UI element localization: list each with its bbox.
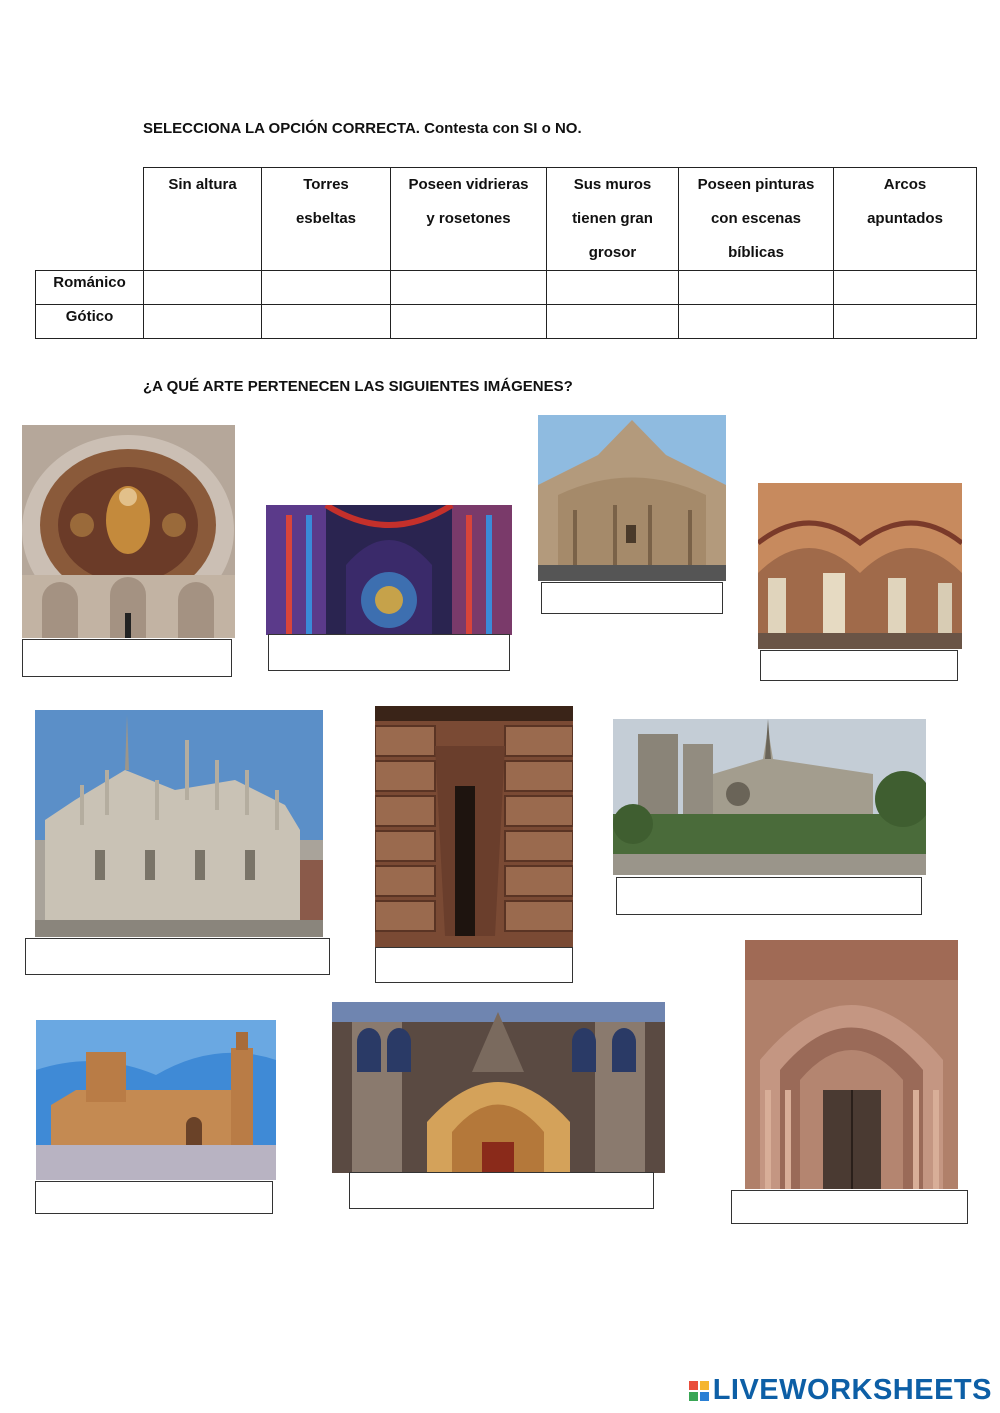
- header-sin-altura: Sin altura: [144, 168, 262, 271]
- answer-cell[interactable]: [834, 271, 977, 305]
- comparison-table: [35, 167, 977, 339]
- answer-box-10[interactable]: [731, 1190, 968, 1224]
- answer-box-4[interactable]: [760, 650, 958, 681]
- header-muros-grosor: Sus muros tienen gran grosor: [547, 168, 679, 271]
- answer-cell[interactable]: [262, 271, 391, 305]
- question-2-heading: ¿A QUÉ ARTE PERTENECEN LAS SIGUIENTES IMÁGENES?: [143, 378, 573, 395]
- logo-text: LIVEWORKSHEETS: [712, 1374, 992, 1406]
- answer-cell[interactable]: [391, 305, 547, 339]
- answer-box-9[interactable]: [349, 1172, 654, 1209]
- answer-box-3[interactable]: [541, 582, 723, 614]
- header-torres-esbeltas: Torres esbeltas: [262, 168, 391, 271]
- answer-cell[interactable]: [679, 271, 834, 305]
- row-gotico: [36, 305, 977, 339]
- gothic-facade-image: [332, 1002, 665, 1173]
- answer-cell[interactable]: [262, 305, 391, 339]
- header-vidrieras-rosetones: Poseen vidrieras y rosetones: [391, 168, 547, 271]
- row-romanico: [36, 271, 977, 305]
- header-pinturas-biblicas: Poseen pinturas con escenas bíblicas: [679, 168, 834, 271]
- row-label-romanico: Románico: [36, 271, 144, 305]
- answer-cell[interactable]: [547, 271, 679, 305]
- answer-cell[interactable]: [144, 271, 262, 305]
- answer-box-8[interactable]: [35, 1181, 273, 1214]
- answer-box-2[interactable]: [268, 634, 510, 671]
- answer-box-7[interactable]: [616, 877, 922, 915]
- painted-vaults-image: [758, 483, 962, 649]
- question-1-heading: SELECCIONA LA OPCIÓN CORRECTA. Contesta con SI o NO.: [143, 120, 582, 137]
- milan-cathedral-image: [35, 710, 323, 937]
- answer-cell[interactable]: [144, 305, 262, 339]
- fromista-church-image: [36, 1020, 276, 1180]
- answer-cell[interactable]: [679, 305, 834, 339]
- stained-glass-chapel-image: [266, 505, 512, 635]
- corner-cell: [36, 168, 144, 271]
- arrow-slit-window-image: [375, 706, 573, 947]
- answer-box-6[interactable]: [375, 947, 573, 983]
- liveworksheets-logo: [689, 1374, 992, 1407]
- row-label-gotico: Gótico: [36, 305, 144, 339]
- answer-cell[interactable]: [834, 305, 977, 339]
- header-row: [36, 168, 977, 271]
- notre-dame-image: [613, 719, 926, 875]
- apse-fresco-image: [22, 425, 235, 638]
- header-arcos-apuntados: Arcos apuntados: [834, 168, 977, 271]
- romanesque-portal-image: [745, 940, 958, 1189]
- romanesque-apse-exterior-image: [538, 415, 726, 581]
- answer-cell[interactable]: [391, 271, 547, 305]
- answer-box-5[interactable]: [25, 938, 330, 975]
- logo-grid-icon: [689, 1381, 709, 1401]
- answer-box-1[interactable]: [22, 639, 232, 677]
- answer-cell[interactable]: [547, 305, 679, 339]
